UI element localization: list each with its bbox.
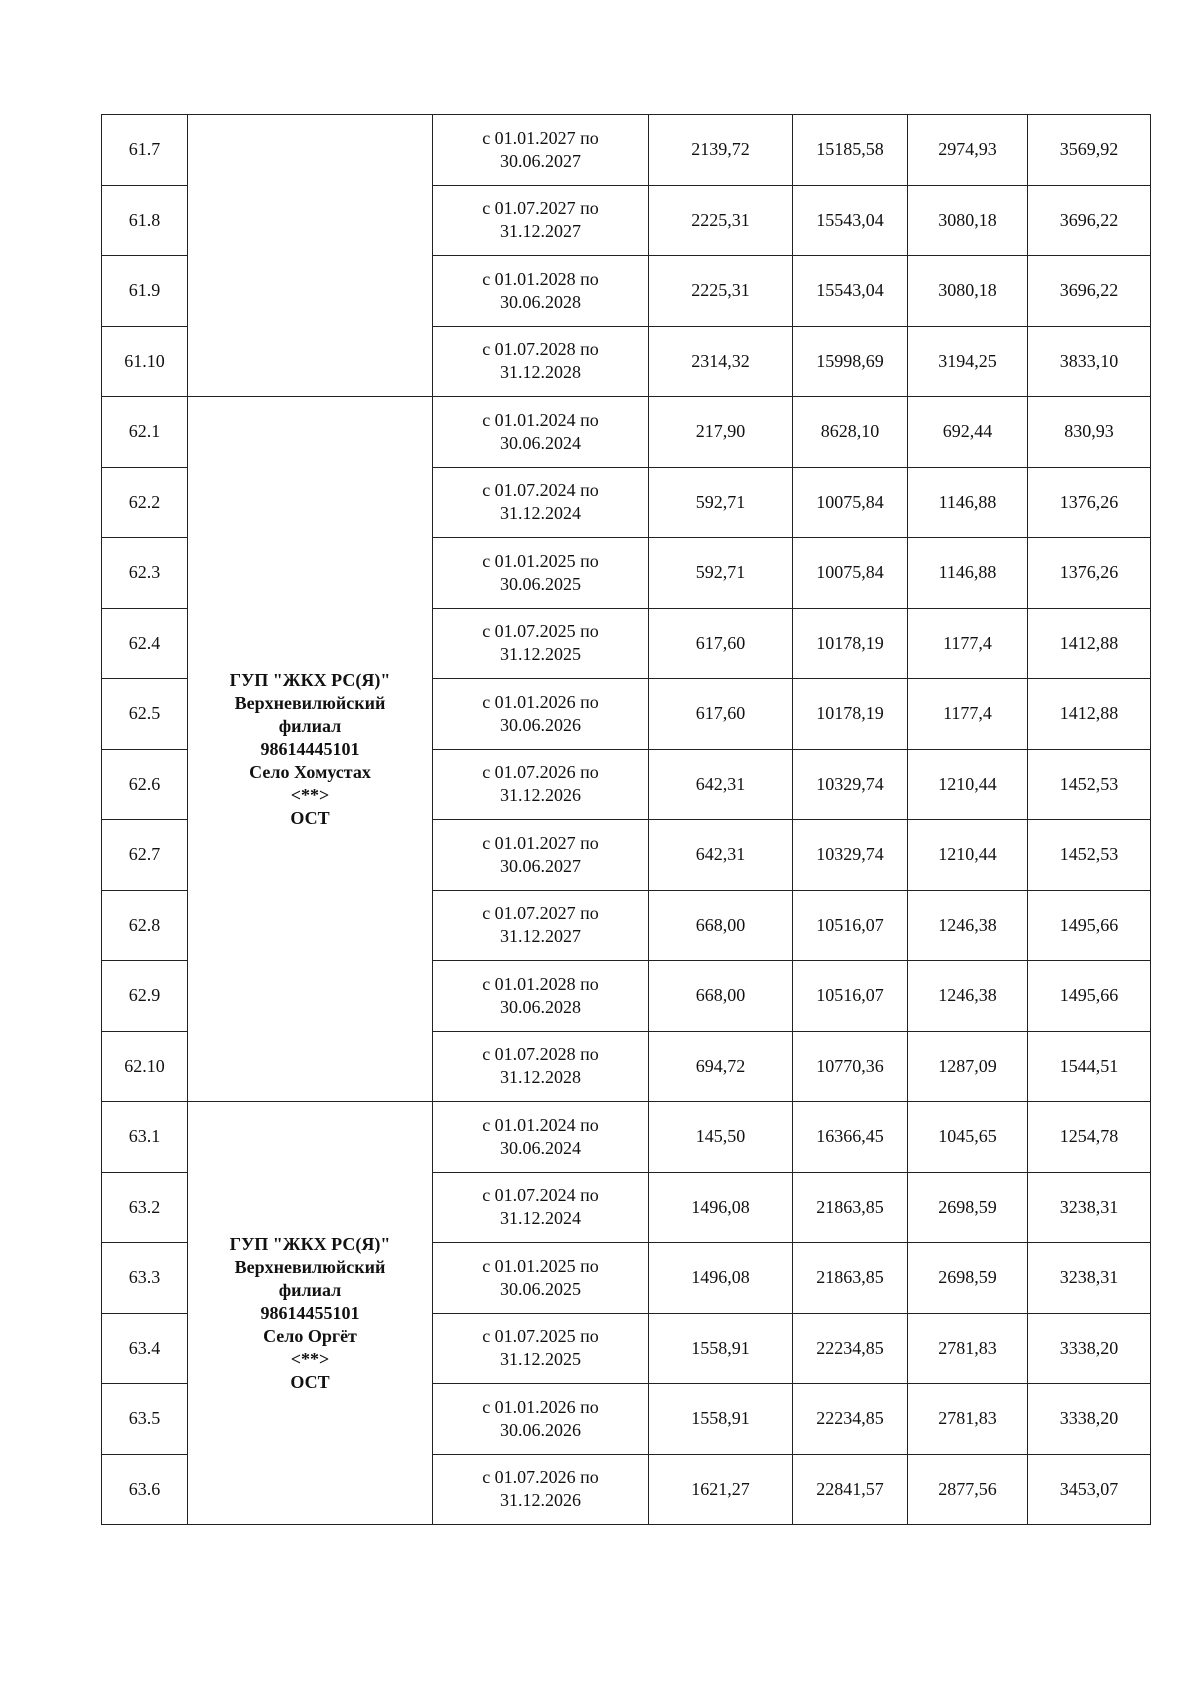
period-to: 31.12.2028 [500,1067,581,1088]
value-cell-2: 10075,84 [793,467,908,538]
value-cell-3: 3080,18 [908,256,1028,327]
period-cell [433,961,649,1032]
value-cell-1: 592,71 [649,538,793,609]
value-cell-3: 2877,56 [908,1454,1028,1525]
value-cell-3: 1177,4 [908,679,1028,750]
value-cell-3: 692,44 [908,397,1028,468]
row-number-cell: 62.6 [102,749,188,820]
value-cell-4: 830,93 [1028,397,1151,468]
value-cell-3: 2698,59 [908,1172,1028,1243]
row-number-cell: 62.7 [102,820,188,891]
row-number-cell: 62.9 [102,961,188,1032]
value-cell-1: 145,50 [649,1102,793,1173]
row-number-cell: 62.1 [102,397,188,468]
period-to: 30.06.2028 [500,291,581,312]
organization-line: ОСТ [290,807,330,828]
period-to: 30.06.2027 [500,855,581,876]
value-cell-4: 3238,31 [1028,1243,1151,1314]
row-number-cell: 63.6 [102,1454,188,1525]
value-cell-2: 21863,85 [793,1172,908,1243]
row-number-cell: 61.8 [102,185,188,256]
value-cell-4: 3453,07 [1028,1454,1151,1525]
row-number-cell: 61.10 [102,326,188,397]
value-cell-1: 1496,08 [649,1172,793,1243]
period-from: с 01.07.2026 по [482,762,599,783]
row-number-cell: 62.2 [102,467,188,538]
period-to: 31.12.2026 [500,1490,581,1511]
value-cell-2: 10516,07 [793,961,908,1032]
period-to: 31.12.2026 [500,785,581,806]
value-cell-2: 22841,57 [793,1454,908,1525]
value-cell-1: 2139,72 [649,115,793,186]
value-cell-1: 668,00 [649,890,793,961]
period-from: с 01.01.2025 по [482,550,599,571]
period-to: 30.06.2026 [500,714,581,735]
value-cell-1: 1496,08 [649,1243,793,1314]
value-cell-3: 2974,93 [908,115,1028,186]
period-to: 31.12.2025 [500,1349,581,1370]
period-from: с 01.07.2027 по [482,198,599,219]
value-cell-2: 10329,74 [793,820,908,891]
period-to: 30.06.2025 [500,1278,581,1299]
organization-line: <**> [290,1348,330,1369]
table-row [102,115,1151,186]
period-cell [433,397,649,468]
period-cell [433,820,649,891]
value-cell-2: 15543,04 [793,185,908,256]
period-from: с 01.07.2025 по [482,621,599,642]
table-row [102,397,1151,468]
value-cell-2: 10329,74 [793,749,908,820]
row-number-cell: 63.3 [102,1243,188,1314]
period-cell [433,256,649,327]
period-from: с 01.01.2025 по [482,1255,599,1276]
period-cell [433,1172,649,1243]
value-cell-1: 1621,27 [649,1454,793,1525]
period-cell [433,115,649,186]
period-to: 30.06.2025 [500,573,581,594]
period-from: с 01.07.2024 по [482,480,599,501]
value-cell-2: 15185,58 [793,115,908,186]
period-to: 31.12.2028 [500,362,581,383]
row-number-cell: 62.10 [102,1031,188,1102]
period-cell [433,1031,649,1102]
value-cell-4: 3696,22 [1028,185,1151,256]
period-from: с 01.01.2024 по [482,409,599,430]
organization-line: филиал [278,715,342,736]
value-cell-4: 1495,66 [1028,890,1151,961]
value-cell-1: 617,60 [649,608,793,679]
value-cell-2: 10516,07 [793,890,908,961]
value-cell-2: 21863,85 [793,1243,908,1314]
period-to: 30.06.2026 [500,1419,581,1440]
row-number-cell: 63.1 [102,1102,188,1173]
value-cell-1: 1558,91 [649,1384,793,1455]
value-cell-4: 1376,26 [1028,538,1151,609]
organization-line: 98614445101 [260,738,360,759]
organization-line: Верхневилюйский [234,692,386,713]
row-number-cell: 61.7 [102,115,188,186]
period-to: 30.06.2024 [500,432,581,453]
period-cell [433,1384,649,1455]
row-number-cell: 62.8 [102,890,188,961]
value-cell-4: 1452,53 [1028,749,1151,820]
period-from: с 01.07.2028 по [482,1044,599,1065]
period-cell [433,1454,649,1525]
value-cell-1: 642,31 [649,749,793,820]
table-row [102,1102,1151,1173]
period-from: с 01.07.2025 по [482,1326,599,1347]
value-cell-4: 3338,20 [1028,1313,1151,1384]
period-from: с 01.01.2027 по [482,832,599,853]
period-cell [433,185,649,256]
period-cell [433,890,649,961]
value-cell-3: 1146,88 [908,538,1028,609]
organization-cell [188,1102,433,1525]
value-cell-3: 2781,83 [908,1384,1028,1455]
period-to: 31.12.2024 [500,1208,581,1229]
period-cell [433,608,649,679]
value-cell-4: 1412,88 [1028,608,1151,679]
value-cell-2: 10178,19 [793,679,908,750]
period-cell [433,1313,649,1384]
period-from: с 01.01.2026 по [482,1396,599,1417]
organization-line: Село Хомустах [249,761,371,782]
row-number-cell: 61.9 [102,256,188,327]
organization-line: <**> [290,784,330,805]
value-cell-4: 3569,92 [1028,115,1151,186]
organization-cell [188,397,433,1102]
period-cell [433,467,649,538]
value-cell-2: 10178,19 [793,608,908,679]
value-cell-4: 3238,31 [1028,1172,1151,1243]
value-cell-2: 22234,85 [793,1313,908,1384]
value-cell-1: 668,00 [649,961,793,1032]
value-cell-1: 694,72 [649,1031,793,1102]
period-from: с 01.07.2026 по [482,1467,599,1488]
value-cell-2: 15543,04 [793,256,908,327]
period-from: с 01.07.2028 по [482,339,599,360]
period-from: с 01.01.2026 по [482,691,599,712]
period-to: 31.12.2027 [500,221,581,242]
row-number-cell: 62.3 [102,538,188,609]
value-cell-2: 10075,84 [793,538,908,609]
period-to: 31.12.2025 [500,644,581,665]
row-number-cell: 62.5 [102,679,188,750]
organization-line: филиал [278,1279,342,1300]
row-number-cell: 63.2 [102,1172,188,1243]
period-from: с 01.01.2027 по [482,127,599,148]
value-cell-3: 2698,59 [908,1243,1028,1314]
organization-line: 98614455101 [260,1302,360,1323]
row-number-cell: 63.5 [102,1384,188,1455]
value-cell-3: 3194,25 [908,326,1028,397]
value-cell-2: 22234,85 [793,1384,908,1455]
organization-line: Верхневилюйский [234,1256,386,1277]
period-to: 30.06.2028 [500,996,581,1017]
value-cell-2: 15998,69 [793,326,908,397]
period-from: с 01.07.2027 по [482,903,599,924]
row-number-cell: 63.4 [102,1313,188,1384]
value-cell-4: 1544,51 [1028,1031,1151,1102]
tariff-table [101,114,1151,1525]
value-cell-1: 2225,31 [649,185,793,256]
period-to: 31.12.2027 [500,926,581,947]
period-cell [433,1243,649,1314]
value-cell-4: 3833,10 [1028,326,1151,397]
value-cell-4: 1452,53 [1028,820,1151,891]
value-cell-4: 3696,22 [1028,256,1151,327]
period-cell [433,679,649,750]
period-from: с 01.01.2024 по [482,1114,599,1135]
period-cell [433,749,649,820]
organization-line: ГУП "ЖКХ РС(Я)" [229,1233,391,1254]
period-from: с 01.07.2024 по [482,1185,599,1206]
period-from: с 01.01.2028 по [482,973,599,994]
value-cell-4: 1254,78 [1028,1102,1151,1173]
value-cell-2: 8628,10 [793,397,908,468]
value-cell-1: 2314,32 [649,326,793,397]
value-cell-4: 1495,66 [1028,961,1151,1032]
organization-line: Село Оргёт [263,1325,357,1346]
organization-line: ГУП "ЖКХ РС(Я)" [229,669,391,690]
value-cell-1: 1558,91 [649,1313,793,1384]
value-cell-3: 1210,44 [908,820,1028,891]
value-cell-3: 1146,88 [908,467,1028,538]
value-cell-3: 1210,44 [908,749,1028,820]
row-number-cell: 62.4 [102,608,188,679]
value-cell-3: 2781,83 [908,1313,1028,1384]
period-to: 31.12.2024 [500,503,581,524]
tariff-table-body [102,115,1151,1525]
value-cell-1: 642,31 [649,820,793,891]
organization-line: ОСТ [290,1371,330,1392]
value-cell-1: 592,71 [649,467,793,538]
period-to: 30.06.2027 [500,150,581,171]
value-cell-4: 1376,26 [1028,467,1151,538]
period-to: 30.06.2024 [500,1137,581,1158]
period-from: с 01.01.2028 по [482,268,599,289]
value-cell-3: 3080,18 [908,185,1028,256]
value-cell-3: 1045,65 [908,1102,1028,1173]
value-cell-1: 2225,31 [649,256,793,327]
value-cell-1: 617,60 [649,679,793,750]
period-cell [433,538,649,609]
period-cell [433,1102,649,1173]
value-cell-2: 16366,45 [793,1102,908,1173]
value-cell-4: 1412,88 [1028,679,1151,750]
organization-cell [188,115,433,397]
value-cell-3: 1246,38 [908,961,1028,1032]
value-cell-3: 1177,4 [908,608,1028,679]
value-cell-4: 3338,20 [1028,1384,1151,1455]
value-cell-3: 1287,09 [908,1031,1028,1102]
value-cell-2: 10770,36 [793,1031,908,1102]
period-cell [433,326,649,397]
value-cell-1: 217,90 [649,397,793,468]
value-cell-3: 1246,38 [908,890,1028,961]
